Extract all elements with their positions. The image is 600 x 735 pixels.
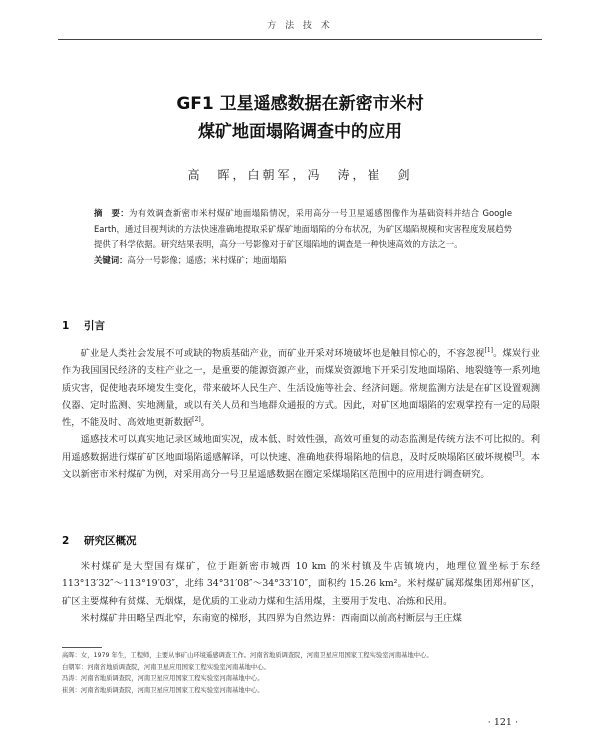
paragraph: 矿业是人类社会发展不可或缺的物质基础产业，而矿业开采对环境破坏也是触目惊心的，不容忽视[1]。煤炭行业作为我国国民经济的支柱产业之一，是重要的能源资源产业，而煤炭资源地下开采引发地面塌陷、地裂缝等一系列地质灾害，促使地表环境发生变化，带来破坏人民生产、生活设施等社会、经济问题。常规监测方法是在矿区设置观测仪器、定时监测、实地测量，或以有关人员和当地群众通报的方式。因此，对矿区地面塌陷的宏观掌控有一定的局限性，不能及时、高效地更新数据[2]。	[62, 346, 540, 429]
citation-marker: [3]	[512, 450, 522, 458]
abstract-text: 为有效调查新密市米村煤矿地面塌陷情况，采用高分一号卫星遥感图像作为基础资料并结合 Google Earth，通过目视判读的方法快速准确地提取采矿煤矿地面塌陷的分布状况，为矿区塌陷规模和灾害程度发展趋势提供了科学依据。研究结果表明，高分一号影像对于矿区塌陷地的调查是一种快速高效的方法之一。	[94, 208, 512, 249]
abstract-body	[94, 206, 512, 253]
section-1-body	[62, 345, 540, 483]
keywords	[94, 253, 512, 269]
footnote: 高晖：女，1979 年生，工程师，主要从事矿山环境遥感调查工作。河南省地质调查院，河南卫星应用国家工程实验室河南基地中心。	[62, 652, 433, 659]
page-number: · 121 ·	[487, 717, 518, 728]
section-title: 引言	[84, 320, 105, 332]
section-number: 2	[62, 535, 70, 547]
header-rule	[58, 39, 542, 40]
keywords-label: 关键词：	[94, 254, 128, 265]
section-2-heading	[62, 533, 137, 548]
footnote-rule	[62, 647, 102, 648]
section-1-heading	[62, 318, 105, 333]
paragraph: 遥感技术可以真实地记录区域地面实况，成本低、时效性强，高效可重复的动态监测是传统方法不可比拟的。利用遥感数据进行煤矿矿区地面塌陷遥感解译，可以快速、准确地获得塌陷地的信息，及时反映塌陷区破坏规模[3]。本文以新密市米村煤矿为例，对采用高分一号卫星遥感数据在圈定采煤塌陷区范围中的应用进行调查研究。	[62, 434, 540, 481]
citation-marker: [2]	[192, 416, 201, 424]
paragraph: 米村煤矿井田略呈西北窄，东南宽的梯形，其四界为自然边界：西南面以前高村断层与王庄煤	[80, 612, 462, 624]
title-line-2: 煤矿地面塌陷调查中的应用	[198, 122, 402, 142]
paragraph: 米村煤矿是大型国有煤矿，位于距新密市城西 10 km 的米村镇及牛店镇境内，地理位置坐标于东经 113°13′32″～113°19′03″，北纬 34°31′08″～34°33′10″，面积约 15.26 km²。米村煤矿属郑煤集团郑州矿区，矿区主要煤种有贫煤、无烟煤，是优质的工业动力煤和生活用煤，主要用于发电、冶炼和民用。	[62, 561, 540, 607]
section-2-body	[62, 558, 540, 627]
abstract-label: 摘 要：	[94, 208, 130, 218]
abstract	[94, 206, 512, 268]
paper-title	[80, 90, 520, 146]
keywords-text: 高分一号影像；遥感；米村煤矿；地面塌陷	[127, 254, 287, 265]
title-line-1: GF1 卫星遥感数据在新密市米村	[176, 94, 424, 114]
footnote: 白朝军：河南省地质调查院，河南卫星应用国家工程实验室河南基地中心。	[62, 663, 270, 671]
footnotes	[62, 650, 540, 696]
section-title: 研究区概况	[84, 535, 137, 547]
footnote: 冯涛：河南省地质调查院，河南卫星应用国家工程实验室河南基地中心。	[62, 675, 264, 682]
section-header: 方 法 技 术	[267, 21, 333, 31]
citation-marker: [1]	[484, 346, 494, 354]
section-number: 1	[62, 320, 70, 332]
authors: 高 晖，白朝军，冯 涛，崔 剑	[187, 168, 413, 182]
footnote: 崔剑：河南省地质调查院，河南卫星应用国家工程实验室河南基地中心。	[62, 686, 264, 694]
